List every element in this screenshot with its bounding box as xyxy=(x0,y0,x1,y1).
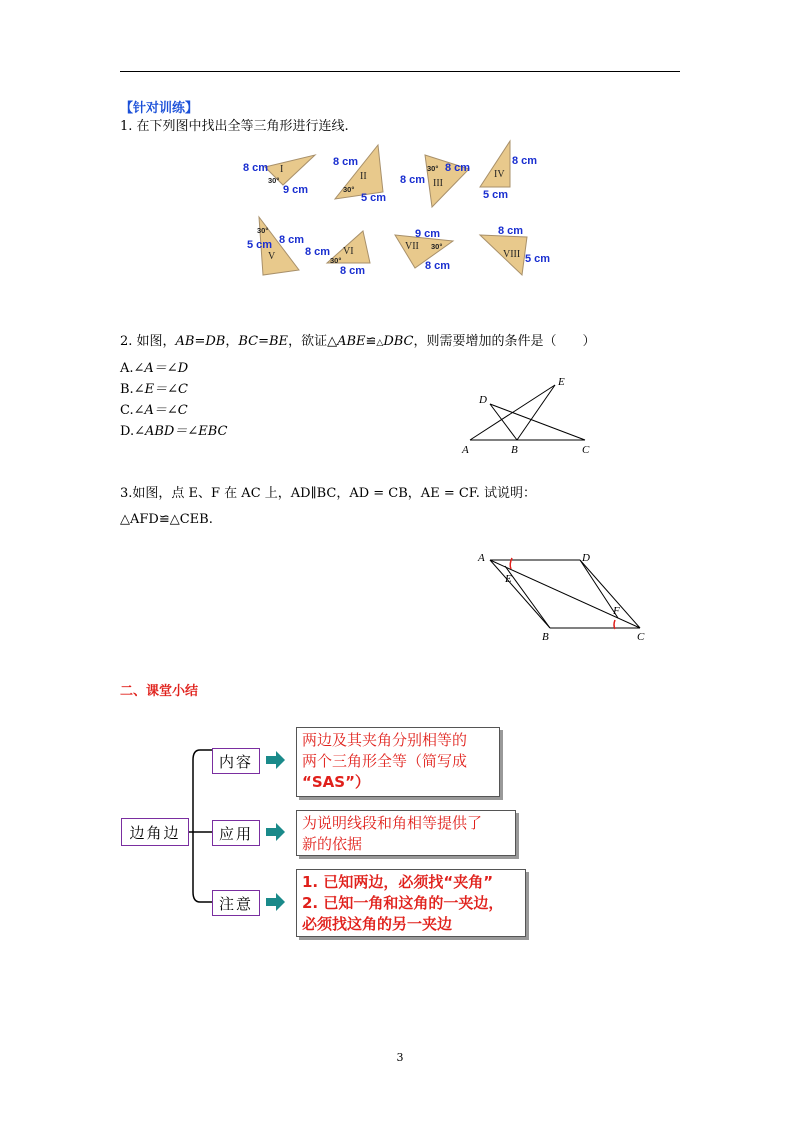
summary-title: 二、课堂小结 xyxy=(120,684,199,699)
question-3-figure xyxy=(470,540,660,645)
triangle-III-numeral: III xyxy=(433,178,443,189)
question-2-mid: ，欲证△ xyxy=(288,334,338,349)
point-b-label: B xyxy=(511,444,518,456)
triangle-I-numeral: I xyxy=(280,164,284,175)
triangle-IV-numeral: IV xyxy=(494,169,505,180)
caution-box: 1. 已知两边，必须找“夹角” 2. 已知一角和这角的一夹边， 必须找这角的另一夹边 xyxy=(296,869,526,937)
triangle-V-numeral: V xyxy=(268,251,276,262)
triangle-II-angle: 30° xyxy=(343,185,355,194)
option-a: A.∠A＝∠D xyxy=(120,361,189,376)
triangle-VII-numeral: VII xyxy=(405,241,419,252)
triangle-II-label-a: 8 cm xyxy=(333,156,359,168)
triangle-III xyxy=(400,155,470,207)
triangle-VIII xyxy=(480,225,550,275)
header-rule xyxy=(120,71,680,72)
triangle-VIII-label-a: 8 cm xyxy=(498,225,524,237)
question-1-text: 1. 在下列图中找出全等三角形进行连线. xyxy=(120,119,349,134)
triangle-III-label-a: 8 cm xyxy=(445,162,471,174)
arrow-right-icon xyxy=(265,822,287,842)
triangle-VIII-numeral: VIII xyxy=(503,249,521,260)
question-2-tri2: △ xyxy=(376,338,384,348)
triangle-II-numeral: II xyxy=(360,171,367,182)
section-label: 【针对训练】 xyxy=(120,101,199,116)
point-d-label-2: D xyxy=(582,552,590,564)
question-2-math-abe: ABE xyxy=(337,334,366,349)
segment-dc xyxy=(580,560,640,628)
triangle-V-angle: 30° xyxy=(257,226,269,235)
triangle-IV-label-b: 5 cm xyxy=(483,189,509,201)
branch-application-label: 应用 xyxy=(212,820,260,846)
mindmap-root: 边角边 xyxy=(121,818,189,846)
question-2-sep: ， xyxy=(225,334,239,349)
question-2-suffix: ，则需要增加的条件是（ ） xyxy=(413,334,596,349)
segment-be xyxy=(517,385,555,440)
angle-mark-c xyxy=(614,620,615,629)
triangle-II xyxy=(333,145,386,204)
content-box: 两边及其夹角分别相等的 两个三角形全等（简写成 “SAS”） xyxy=(296,727,500,797)
arrow-right-icon xyxy=(265,750,287,770)
triangle-V-label-b: 8 cm xyxy=(279,234,305,246)
question-2-prefix: 2. 如图， xyxy=(120,334,176,349)
application-box: 为说明线段和角相等提供了 新的依据 xyxy=(296,810,516,856)
point-f-label-2: F xyxy=(613,605,620,617)
option-c: C.∠A＝∠C xyxy=(120,403,188,418)
point-c-label: C xyxy=(582,444,590,456)
branch-caution-label: 注意 xyxy=(212,890,260,916)
point-c-label-2: C xyxy=(637,631,645,643)
triangle-VI-label-b: 8 cm xyxy=(340,265,366,277)
triangle-I-label-a: 8 cm xyxy=(243,162,269,174)
triangle-III-angle: 30° xyxy=(427,164,439,173)
page-number: 3 xyxy=(396,1051,404,1064)
triangle-V-label-a: 5 cm xyxy=(247,239,273,251)
point-b-label-2: B xyxy=(542,631,549,643)
question-3-line1: 3.如图，点 E、F 在 AC 上，AD∥BC，AD = CB，AE = CF. 试说明： xyxy=(120,486,537,501)
question-2-math-ab-db: AB=DB xyxy=(175,334,226,349)
triangle-IV-label-a: 8 cm xyxy=(512,155,538,167)
triangle-I-angle: 30° xyxy=(268,176,280,185)
question-2-math-bc-be: BC=BE xyxy=(238,334,289,349)
triangles-figure xyxy=(235,135,575,285)
triangle-I xyxy=(243,155,315,196)
arrow-right-icon xyxy=(265,892,287,912)
segment-eb xyxy=(505,566,550,628)
point-a-label: A xyxy=(462,444,469,456)
option-d: D.∠ABD＝∠EBC xyxy=(120,424,228,439)
segment-ab xyxy=(490,560,550,628)
triangle-VII-angle: 30° xyxy=(431,242,443,251)
triangle-VII-label-a: 9 cm xyxy=(415,228,441,240)
branch-content-label: 内容 xyxy=(212,748,260,774)
triangle-I-label-b: 9 cm xyxy=(283,184,309,196)
point-e-label: E xyxy=(558,376,565,388)
question-2-text xyxy=(120,333,596,352)
triangle-V xyxy=(247,217,304,275)
point-e-label-2: E xyxy=(505,573,512,585)
question-2-cong: ≌ xyxy=(365,334,377,349)
triangle-VI-angle: 30° xyxy=(330,256,342,265)
triangle-VIII-label-b: 5 cm xyxy=(525,253,551,265)
triangle-VI-label-a: 8 cm xyxy=(305,246,331,258)
triangle-VII-label-b: 8 cm xyxy=(425,260,451,272)
segment-dc xyxy=(490,404,585,440)
triangle-VII xyxy=(395,228,453,272)
triangle-VI-numeral: VI xyxy=(343,246,354,257)
question-2-figure xyxy=(455,370,595,460)
question-3-line2: △AFD≌△CEB. xyxy=(120,512,213,527)
triangle-III-label-b: 8 cm xyxy=(400,174,426,186)
triangle-VI xyxy=(305,231,370,277)
point-a-label-2: A xyxy=(478,552,485,564)
question-2-math-dbc: DBC xyxy=(383,334,414,349)
triangle-II-label-b: 5 cm xyxy=(361,192,387,204)
angle-mark-a xyxy=(510,558,512,569)
option-b: B.∠E＝∠C xyxy=(120,382,188,397)
point-d-label: D xyxy=(479,394,487,406)
triangle-IV xyxy=(480,141,537,201)
